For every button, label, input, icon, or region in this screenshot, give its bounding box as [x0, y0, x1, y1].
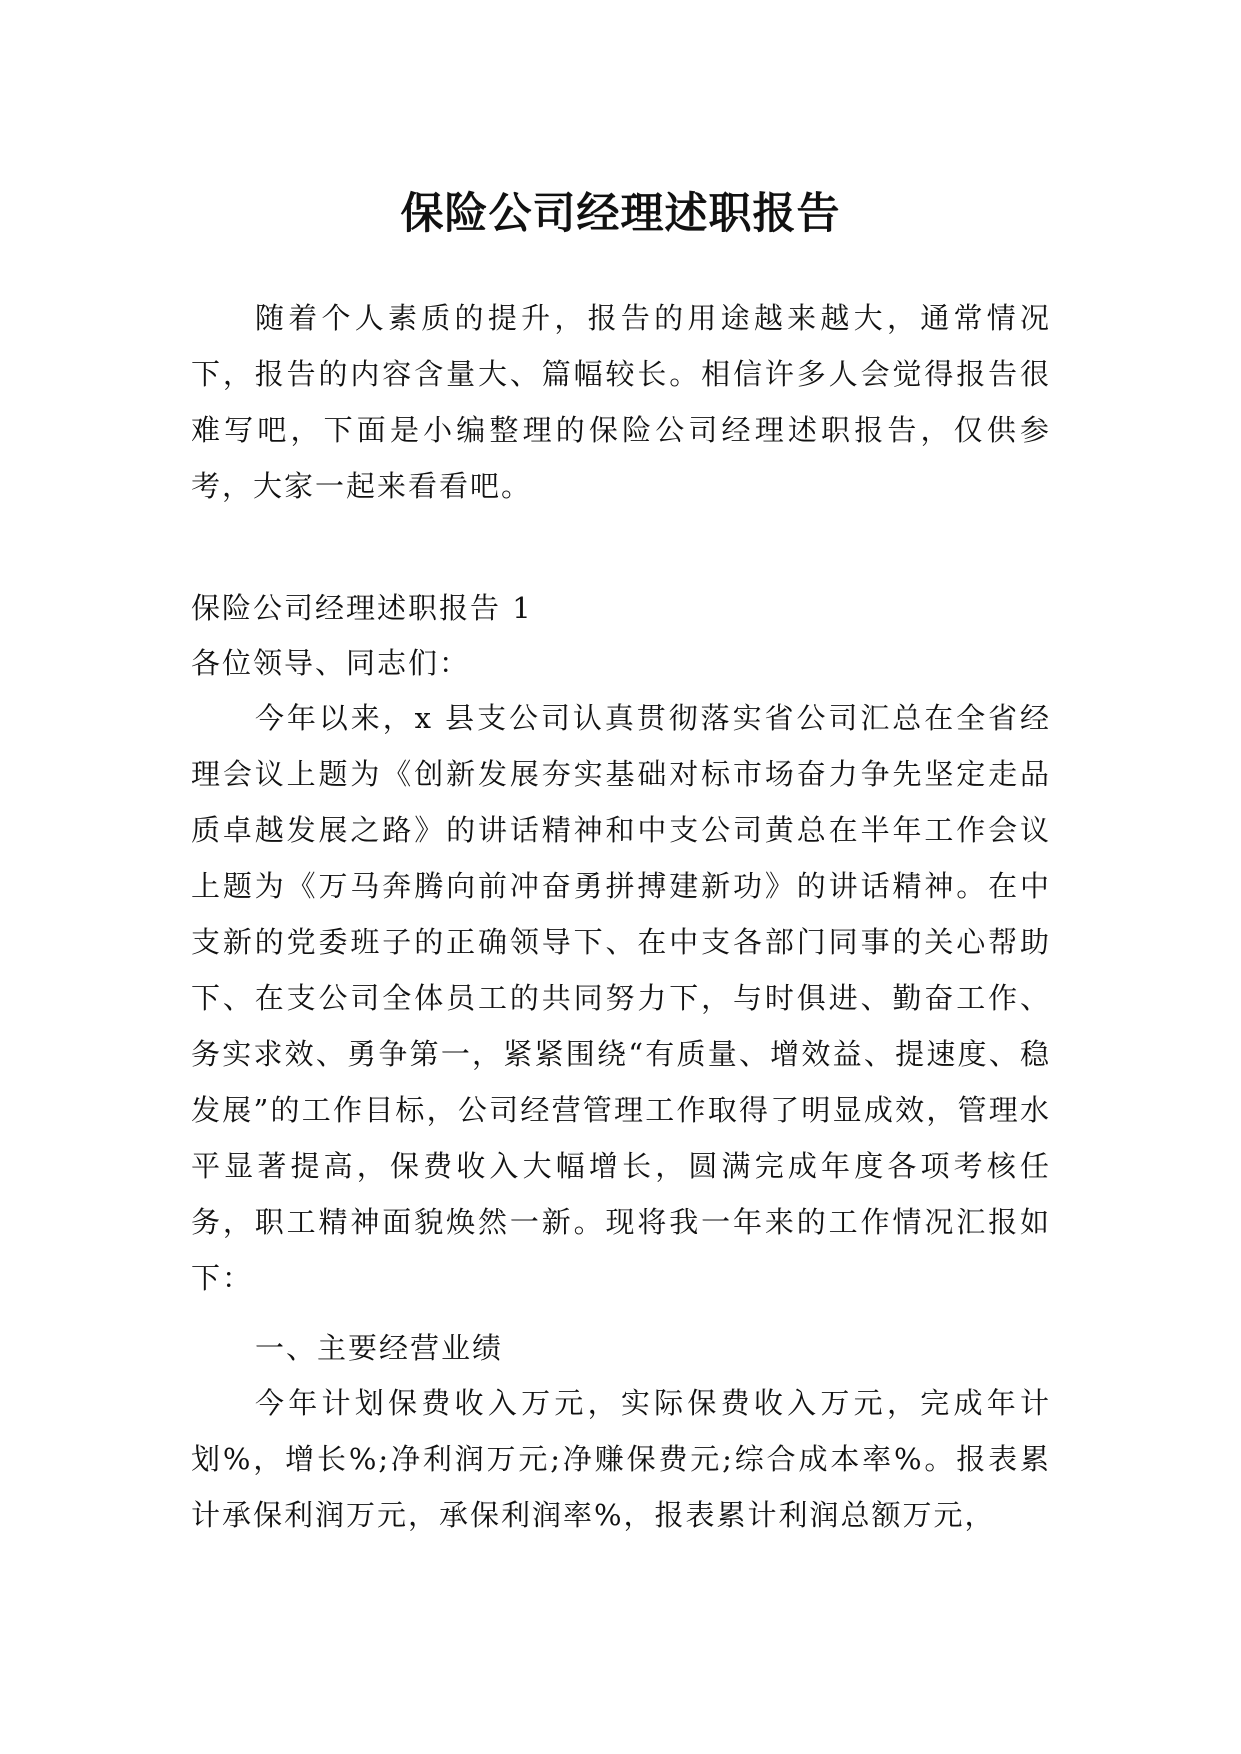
- subheading: 一、主要经营业绩: [255, 1331, 504, 1365]
- salutation: 各位领导、同志们：: [191, 646, 471, 680]
- body-paragraph: 今年以来，x 县支公司认真贯彻落实省公司汇总在全省经理会议上题为《创新发展夯实基础对标市场奋力争先坚定走品质卓越发展之路》的讲话精神和中支公司黄总在半年工作会议上题为《万马奔腾向前冲奋勇拼搏建新功》的讲话精神。在中支新的党委班子的正确领导下、在中支各部门同事的关心帮助下、在支公司全体员工的共同努力下，与时俱进、勤奋工作、务实求效、勇争第一，紧紧围绕“有质量、增效益、提速度、稳发展”的工作目标，公司经营管理工作取得了明显成效，管理水平显著提高，保费收入大幅增长，圆满完成年度各项考核任务，职工精神面貌焕然一新。现将我一年来的工作情况汇报如下：: [191, 701, 1051, 1295]
- body-paragraph: 今年计划保费收入万元，实际保费收入万元，完成年计划%，增长%;净利润万元;净赚保费元;综合成本率%。报表累计承保利润万元，承保利润率%，报表累计利润总额万元，: [191, 1386, 1051, 1532]
- section-heading: 保险公司经理述职报告 1: [191, 591, 533, 625]
- document-title: 保险公司经理述职报告: [400, 188, 841, 239]
- intro-paragraph: 随着个人素质的提升，报告的用途越来越大，通常情况下，报告的内容含量大、篇幅较长。相信许多人会觉得报告很难写吧，下面是小编整理的保险公司经理述职报告，仅供参考，大家一起来看看吧。: [191, 301, 1051, 503]
